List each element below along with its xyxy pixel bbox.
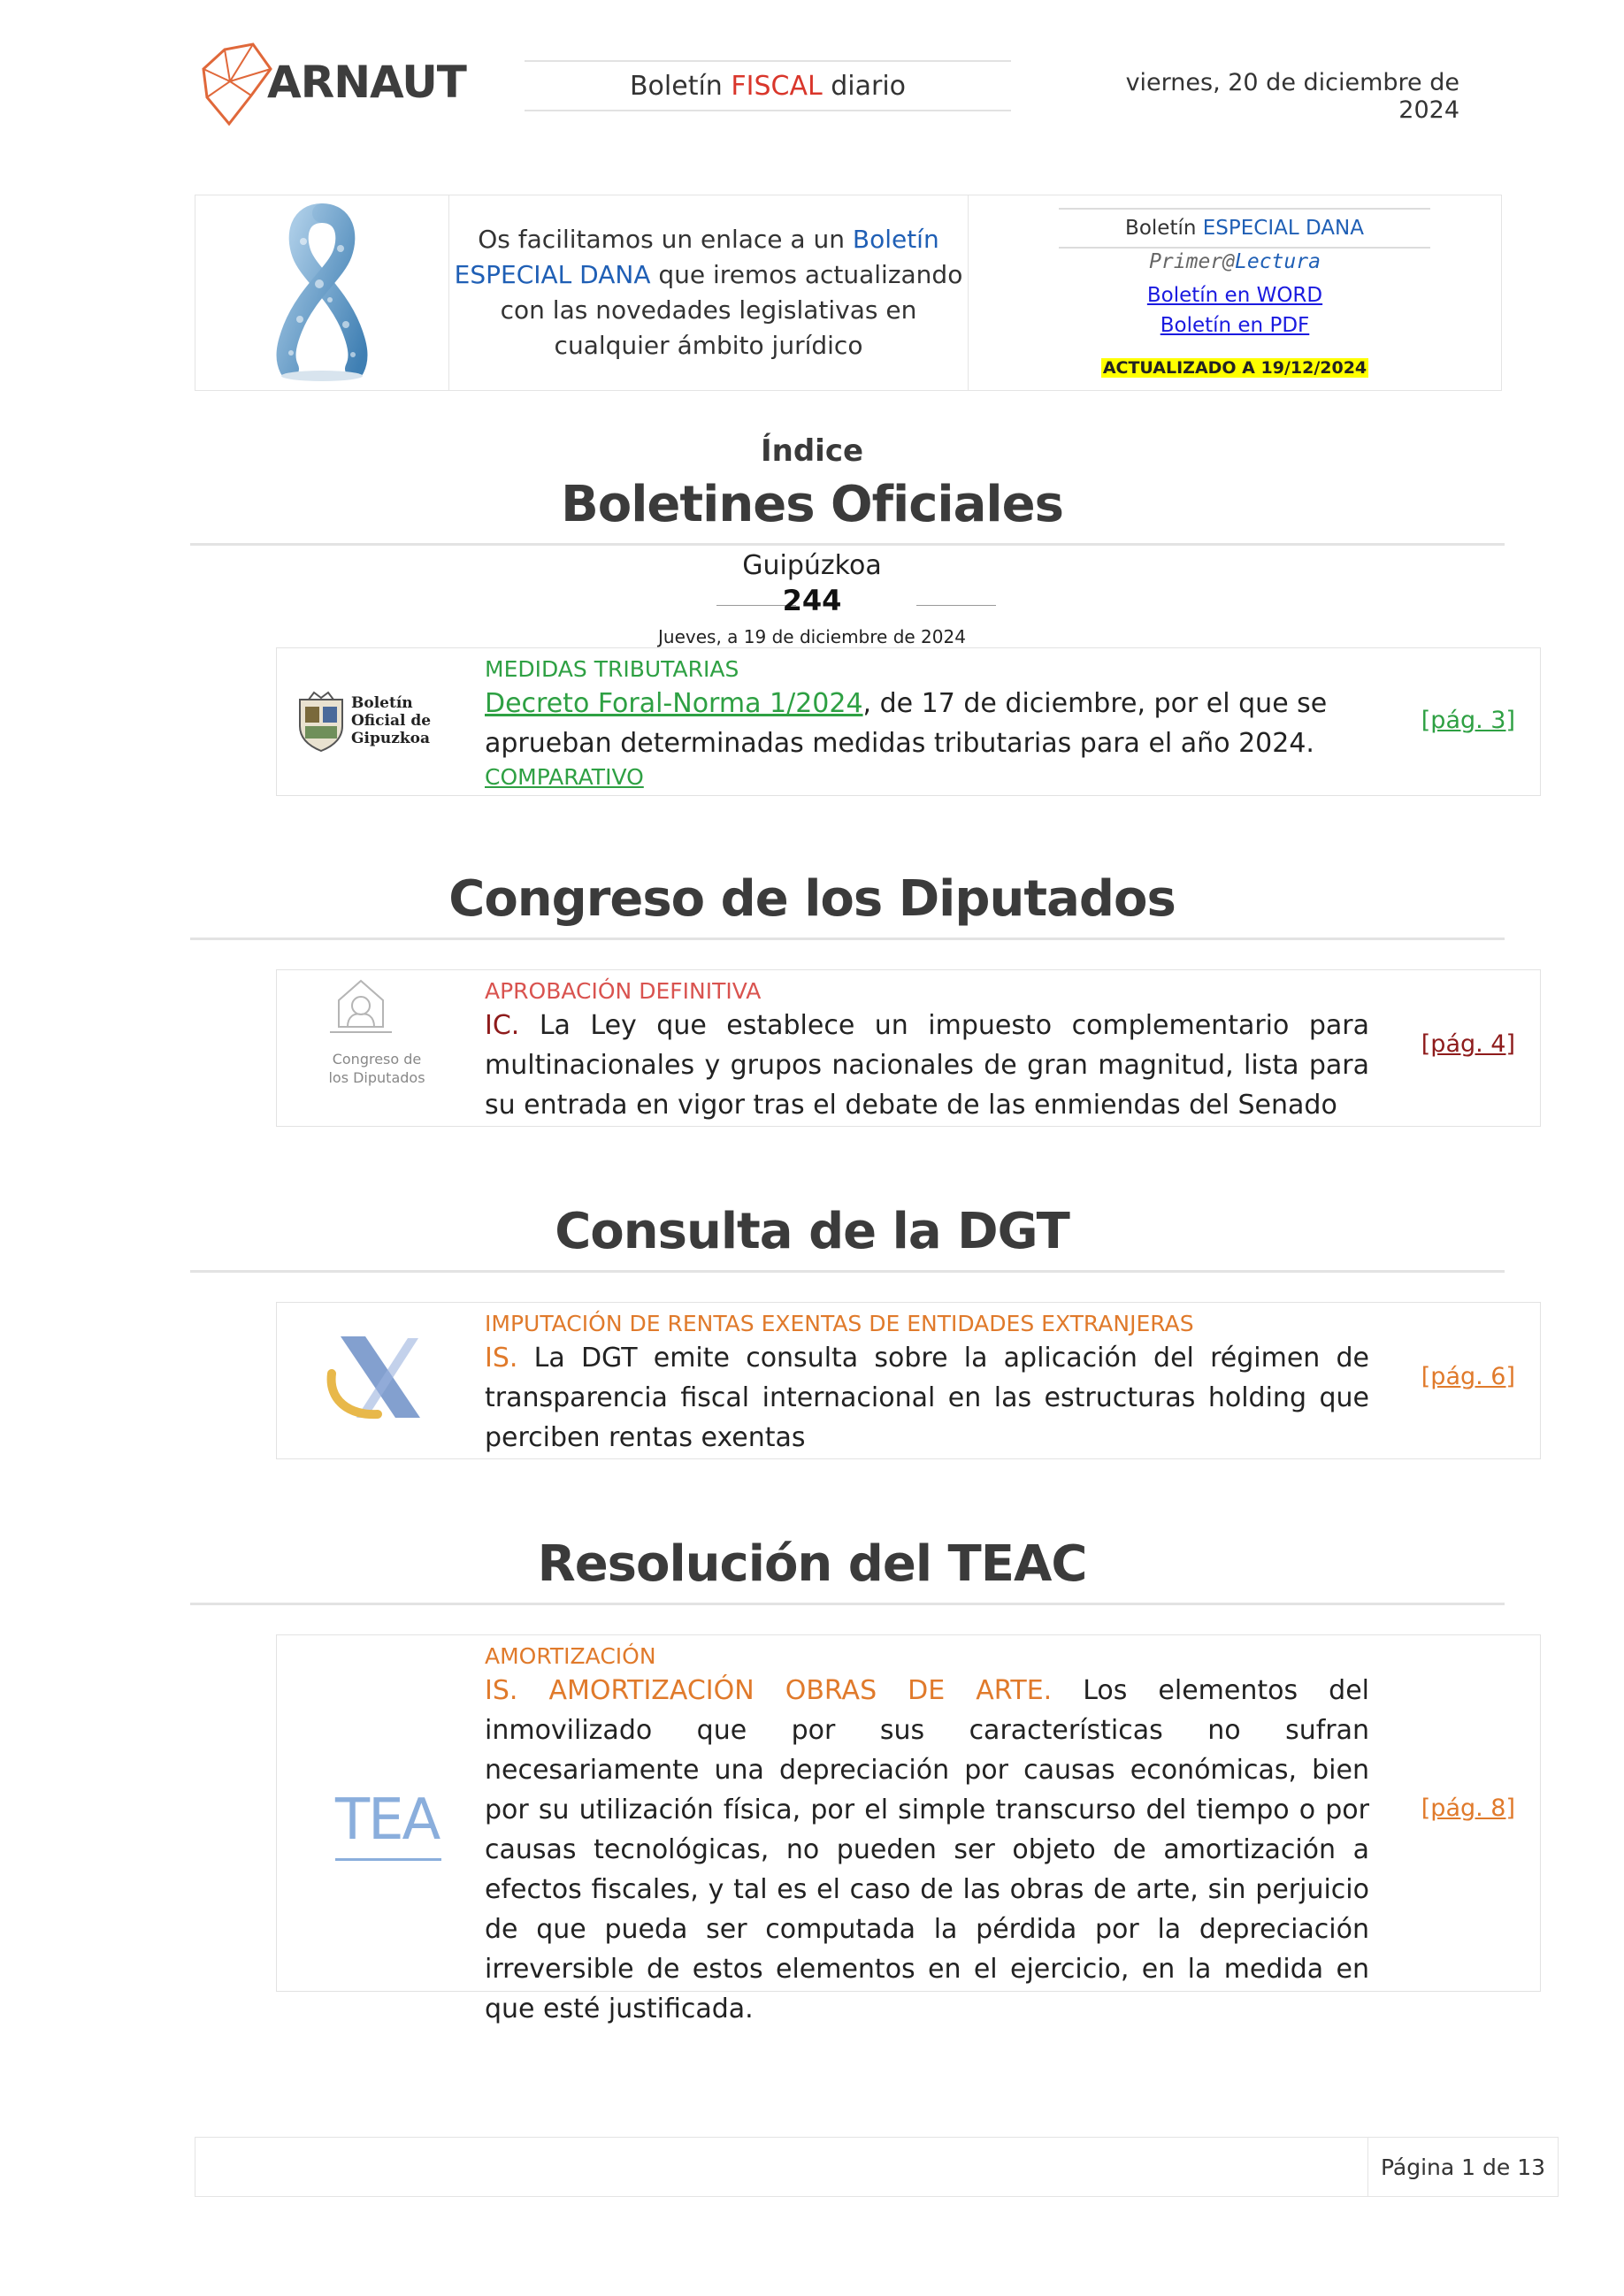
dana-link-text: Boletín ESPECIAL DANA bbox=[454, 225, 939, 289]
entry-dgt bbox=[276, 1302, 1541, 1459]
congreso-lions-icon bbox=[321, 974, 401, 1045]
number-rule-right bbox=[916, 605, 996, 606]
section-rule bbox=[190, 938, 1505, 940]
pdf-link[interactable]: Boletín en PDF bbox=[1160, 314, 1310, 337]
dana-banner bbox=[195, 195, 1502, 391]
congreso-logo bbox=[277, 970, 477, 1126]
bulletin-title: Boletín FISCAL diario bbox=[525, 60, 1011, 111]
bulletin-subdate: Jueves, a 19 de diciembre de 2024 bbox=[658, 626, 966, 647]
dana-box-title: Boletín ESPECIAL DANA bbox=[1059, 208, 1430, 249]
section-rule bbox=[190, 1270, 1505, 1273]
entry-boletin-gipuzkoa bbox=[276, 647, 1541, 796]
entry-congreso bbox=[276, 969, 1541, 1127]
section-title-congreso: Congreso de los Diputados bbox=[448, 870, 1176, 928]
bog-logo-text: Boletín Oficial de Gipuzkoa bbox=[351, 694, 432, 747]
entry-category: APROBACIÓN DEFINITIVA bbox=[485, 978, 762, 1004]
section-title-dgt: Consulta de la DGT bbox=[555, 1203, 1069, 1260]
page-number: Página 1 de 13 bbox=[1367, 2138, 1558, 2196]
page-header bbox=[0, 0, 1624, 133]
dana-description: Os facilitamos un enlace a un Boletín ESPECIAL DANA que iremos actualizando con las novedades legislativas en cualquier ámbito jurídico bbox=[454, 225, 963, 360]
entry-body: IS. La DGT emite consulta sobre la aplicación del régimen de transparencia fiscal internacional en las estructuras holding que perciben rentas exentas bbox=[485, 1343, 1369, 1453]
tax-tag: IC. bbox=[485, 1010, 520, 1041]
dana-ribbon-cell bbox=[195, 195, 449, 390]
section-title-boletines: Boletines Oficiales bbox=[561, 476, 1063, 533]
tea-logo bbox=[277, 1635, 477, 1991]
congreso-logo-text: Congreso de los Diputados bbox=[328, 1051, 425, 1086]
primera-lectura-brand: Primer@Lectura bbox=[1149, 250, 1321, 273]
entry-category: MEDIDAS TRIBUTARIAS bbox=[485, 656, 739, 682]
ribbon-icon bbox=[195, 195, 448, 390]
bulletin-number: 244 bbox=[782, 584, 842, 617]
entry-body: Decreto Foral-Norma 1/2024, de 17 de diciembre, por el que se aprueban determinadas medidas tributarias para el año 2024. bbox=[485, 688, 1328, 759]
tax-tag: IS. bbox=[485, 1343, 518, 1374]
issue-date: viernes, 20 de diciembre de 2024 bbox=[1125, 69, 1459, 124]
decreto-link[interactable]: Decreto Foral-Norma 1/2024 bbox=[485, 688, 863, 719]
index-title: Índice bbox=[760, 433, 864, 469]
bog-logo bbox=[277, 648, 477, 795]
tax-tag: IS. AMORTIZACIÓN OBRAS DE ARTE. bbox=[485, 1675, 1053, 1706]
comparativo-link[interactable]: COMPARATIVO bbox=[485, 764, 644, 790]
aeat-icon bbox=[323, 1329, 429, 1427]
entry-teac bbox=[276, 1634, 1541, 2024]
gipuzkoa-label: Guipúzkoa bbox=[742, 550, 882, 581]
tea-logo-rule bbox=[335, 1858, 441, 1861]
entry-body: IC. La Ley que establece un impuesto complementario para multinacionales y grupos nacionales de gran magnitud, lista para su entrada en vigor tras el debate de las enmiendas del Senado bbox=[485, 1010, 1369, 1121]
word-link[interactable]: Boletín en WORD bbox=[1146, 284, 1323, 307]
entry-body: IS. AMORTIZACIÓN OBRAS DE ARTE. Los elementos del inmovilizado que por sus características no sufran necesariamente una depreciación por causas económicas, bien por su utilización física, por el simple transcurso del tiempo o por causas tecnológicas, no pueden ser objeto de amortización a efectos fiscales, y tal es el caso de las obras de arte, sin perjuicio de que pueda ser computada la pérdida por la depreciación irreversible de estos elementos en el ejercicio, en la medida en que esté justificada. bbox=[485, 1675, 1369, 2024]
section-rule bbox=[190, 1603, 1505, 1605]
page-link[interactable]: [pág. 8] bbox=[1421, 1795, 1515, 1822]
page-link[interactable]: [pág. 3] bbox=[1421, 707, 1515, 734]
entry-category: IMPUTACIÓN DE RENTAS EXENTAS DE ENTIDADES EXTRANJERAS bbox=[485, 1311, 1194, 1336]
page-footer bbox=[195, 2137, 1559, 2197]
aeat-logo bbox=[277, 1303, 477, 1458]
updated-badge: ACTUALIZADO A 19/12/2024 bbox=[1102, 358, 1367, 378]
logo-text: ARNAUT bbox=[267, 57, 466, 108]
section-rule bbox=[190, 543, 1505, 546]
page-link[interactable]: [pág. 6] bbox=[1421, 1363, 1515, 1390]
section-title-teac: Resolución del TEAC bbox=[537, 1535, 1087, 1593]
dana-description-cell bbox=[449, 195, 969, 390]
tea-logo-text: TEA bbox=[335, 1787, 440, 1853]
page-link[interactable]: [pág. 4] bbox=[1421, 1030, 1515, 1058]
dana-links-cell bbox=[969, 195, 1501, 390]
entry-category: AMORTIZACIÓN bbox=[485, 1643, 656, 1669]
gipuzkoa-crest-icon bbox=[295, 691, 348, 753]
